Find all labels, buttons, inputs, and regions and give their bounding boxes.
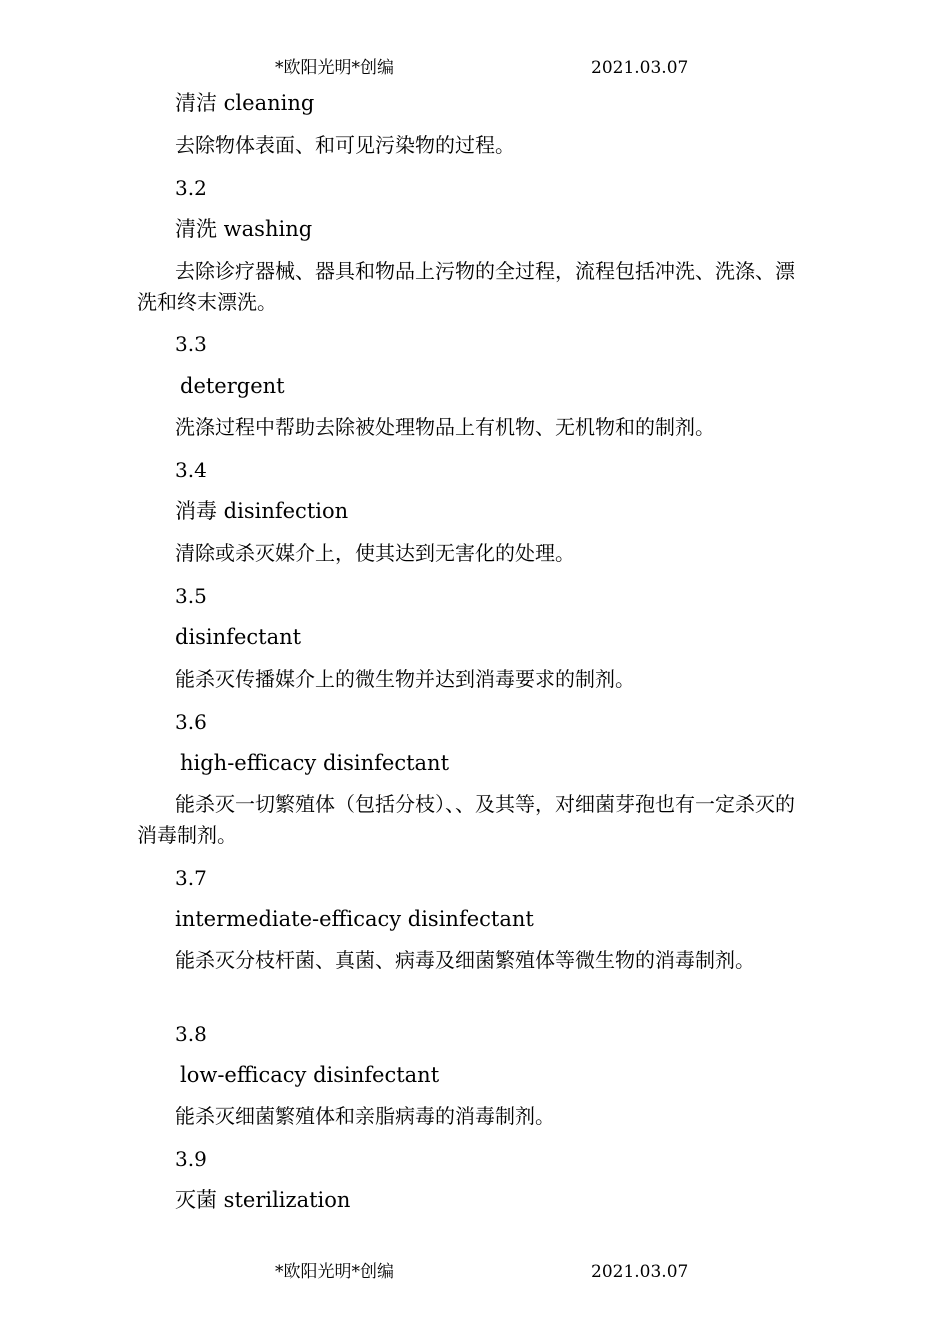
term-intermediate-efficacy-disinfectant: intermediate-efficacy disinfectant [175, 907, 534, 931]
term-disinfectant: disinfectant [175, 625, 302, 649]
section-number-3-6: 3.6 [175, 710, 207, 734]
definition-high-efficacy-disinfectant: 能杀灭一切繁殖体（包括分枝）、、及其等，对细菌芽孢也有一定杀灭的消毒制剂。 [137, 792, 795, 847]
term-high-efficacy-disinfectant: high-efficacy disinfectant [180, 751, 450, 775]
section-number-3-5: 3.5 [175, 584, 207, 608]
definition-disinfection: 清除或杀灭媒介上，使其达到无害化的处理。 [175, 541, 575, 565]
section-number-3-3: 3.3 [175, 332, 207, 356]
term-detergent: detergent [180, 374, 285, 398]
section-number-3-4: 3.4 [175, 458, 207, 482]
definition-disinfectant: 能杀灭传播媒介上的微生物并达到消毒要求的制剂。 [175, 667, 635, 691]
header-date: 2021.03.07 [591, 58, 689, 78]
term-low-efficacy-disinfectant: low-efficacy disinfectant [180, 1063, 440, 1087]
term-disinfection: 消毒 disinfection [175, 499, 349, 523]
definition-detergent: 洗涤过程中帮助去除被处理物品上有机物、无机物和的制剂。 [175, 415, 715, 439]
term-sterilization: 灭菌 sterilization [175, 1188, 351, 1212]
section-number-3-9: 3.9 [175, 1147, 207, 1171]
section-number-3-2: 3.2 [175, 176, 207, 200]
definition-washing: 去除诊疗器械、器具和物品上污物的全过程，流程包括冲洗、洗涤、漂洗和终末漂洗。 [137, 259, 795, 314]
footer-author: *欧阳光明*创编 [275, 1262, 394, 1282]
section-number-3-8: 3.8 [175, 1022, 207, 1046]
footer-date: 2021.03.07 [591, 1262, 689, 1282]
section-number-3-7: 3.7 [175, 866, 207, 890]
term-cleaning: 清洁 cleaning [175, 91, 315, 115]
definition-intermediate-efficacy-disinfectant: 能杀灭分枝杆菌、真菌、病毒及细菌繁殖体等微生物的消毒制剂。 [175, 948, 755, 972]
definition-low-efficacy-disinfectant: 能杀灭细菌繁殖体和亲脂病毒的消毒制剂。 [175, 1104, 555, 1128]
header-author: *欧阳光明*创编 [275, 58, 394, 78]
definition-cleaning: 去除物体表面、和可见污染物的过程。 [175, 133, 515, 157]
term-washing: 清洗 washing [175, 217, 313, 241]
